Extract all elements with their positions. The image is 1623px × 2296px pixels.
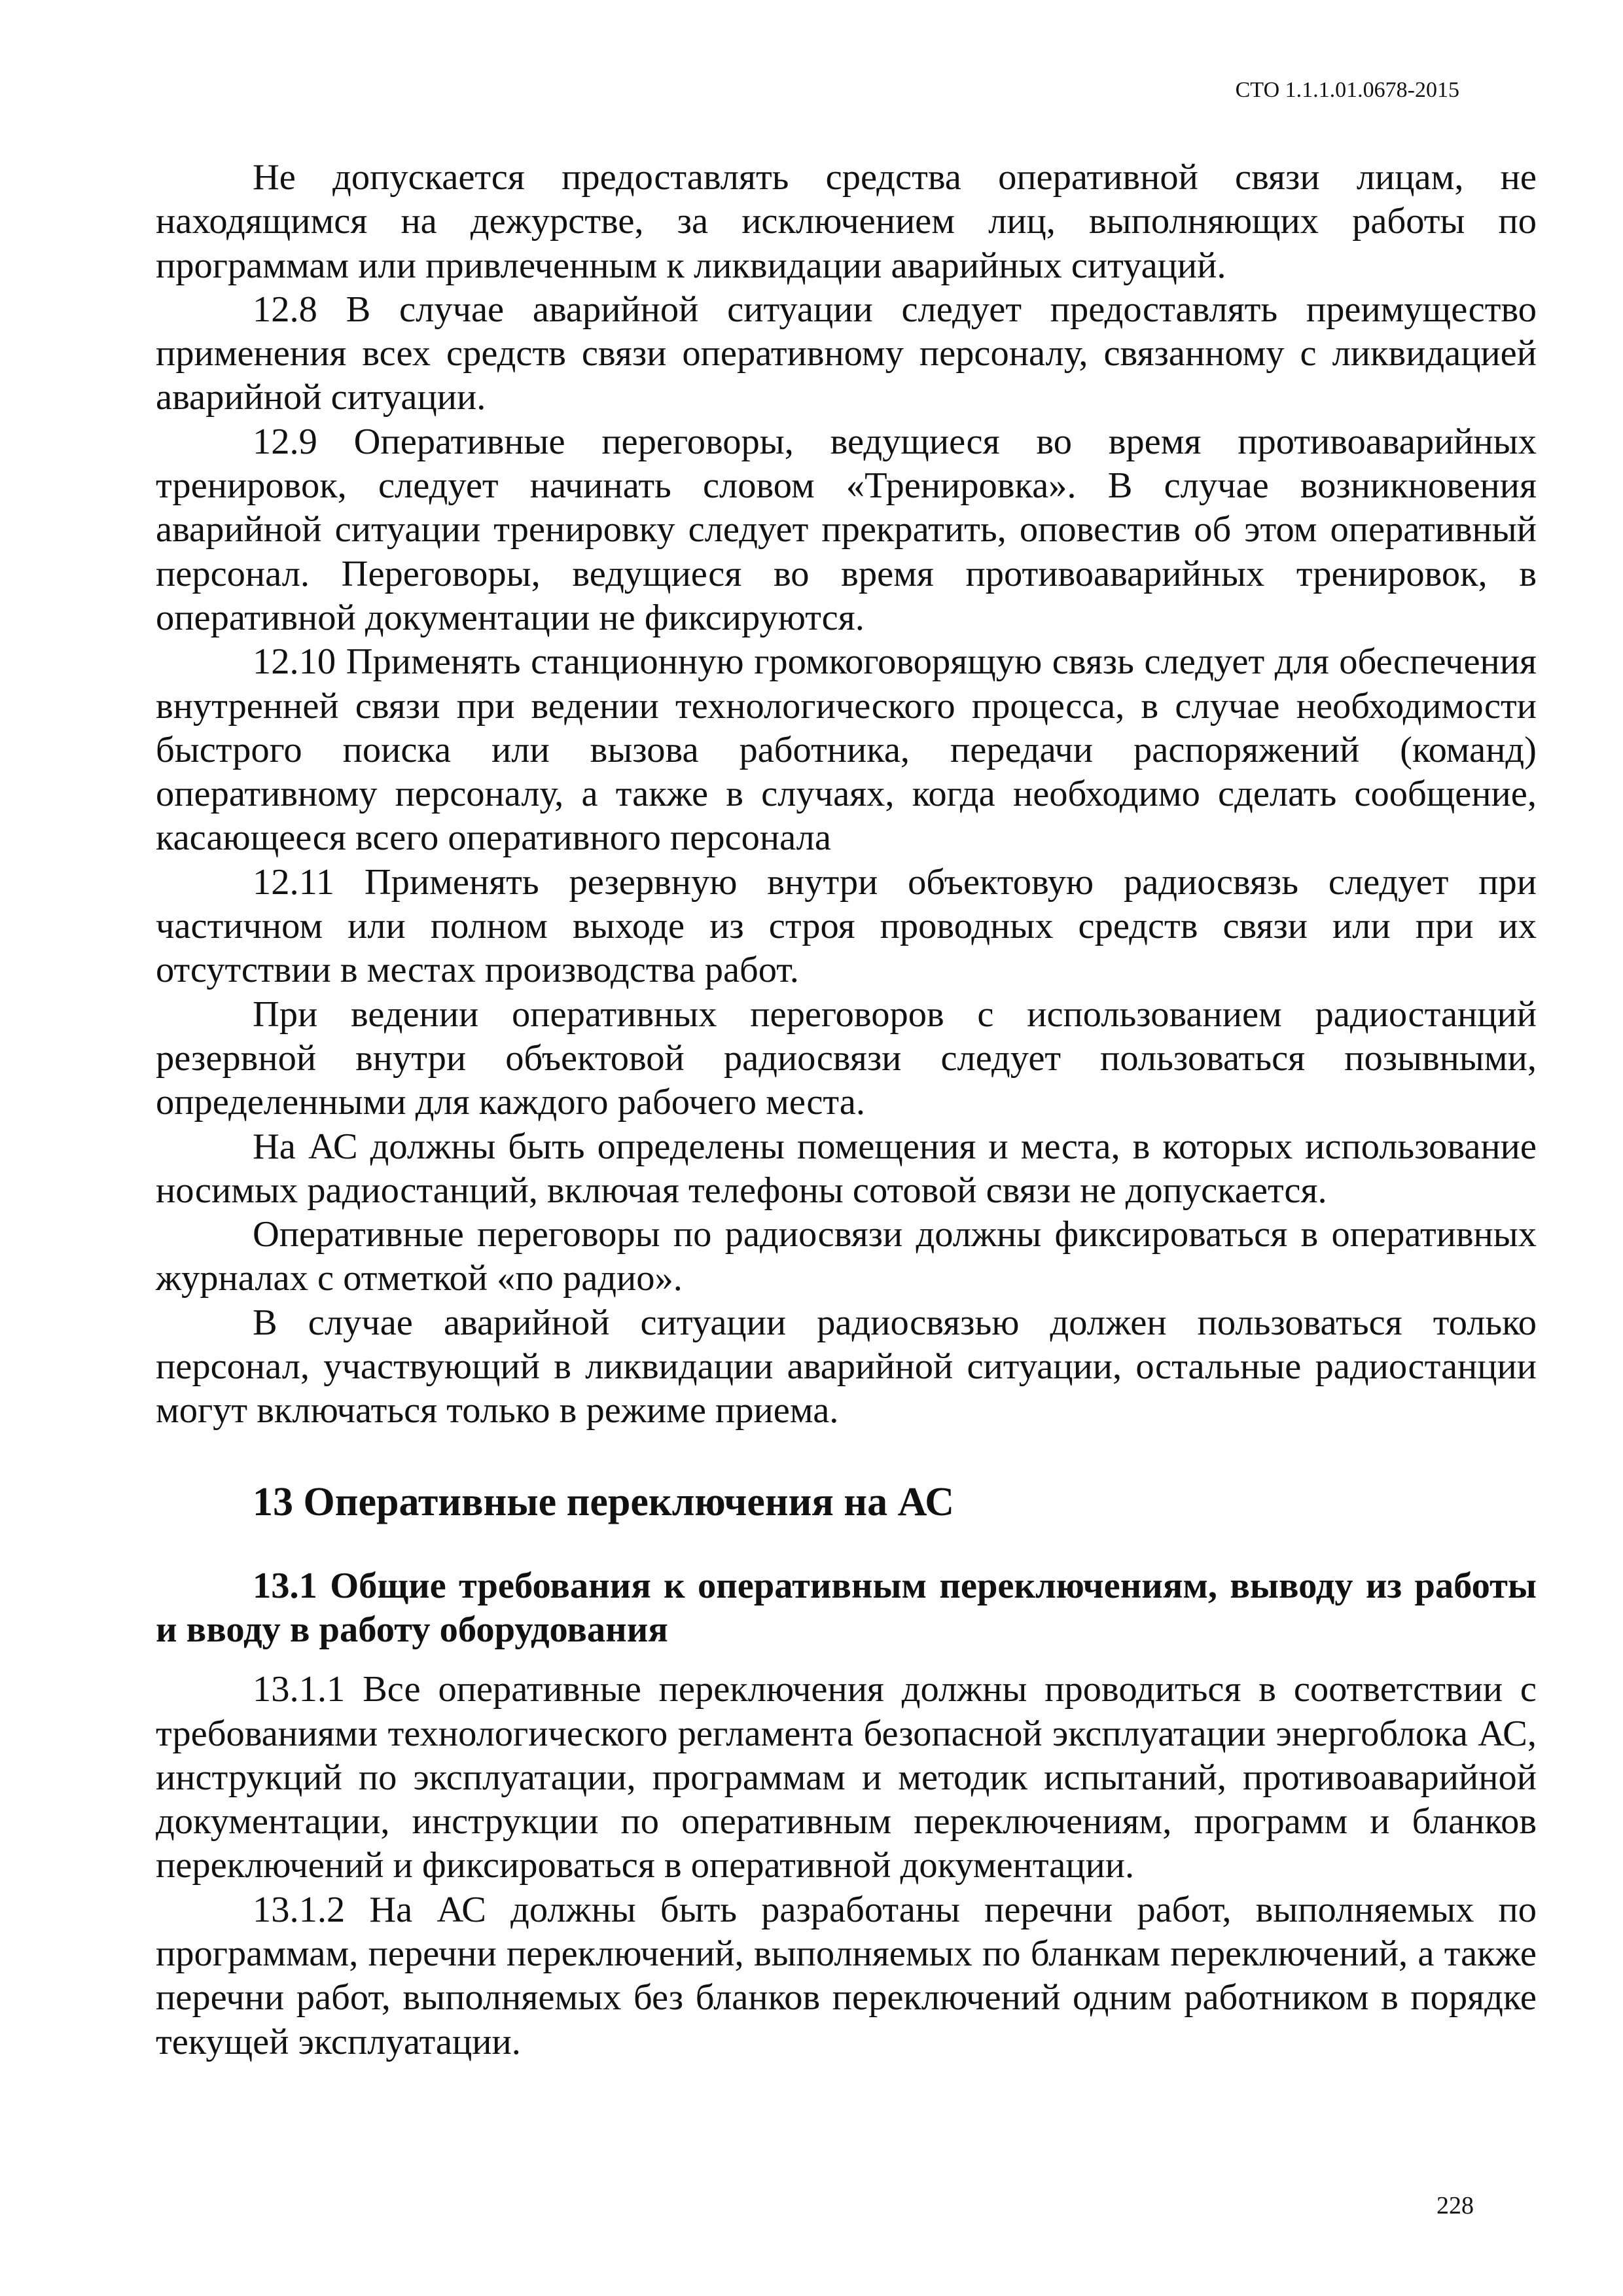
paragraph: Оперативные переговоры по радиосвязи должны фиксироваться в оперативных журналах с отметкой «по радио».	[156, 1214, 1537, 1299]
paragraph: Не допускается предоставлять средства оперативной связи лицам, не находящимся на дежурстве, за исключением лиц, выполняющих работы по программам или привлеченным к ликвидации аварийных ситуаций.	[156, 157, 1537, 286]
subsection-heading: 13.1 Общие требования к оперативным переключениям, выводу из работы и вводу в работу оборудования	[156, 1565, 1537, 1650]
paragraph-12-8: 12.8 В случае аварийной ситуации следует предоставлять преимущество применения всех средств связи оперативному персоналу, связанному с ликвидацией аварийной ситуации.	[156, 289, 1537, 418]
paragraph-12-10: 12.10 Применять станционную громкоговорящую связь следует для обеспечения внутренней связи при ведении технологического процесса, в случае необходимости быстрого поиска или вызова работника, передачи распоряжений (команд) оперативному персоналу, а также в случаях, когда необходимо сделать сообщение, касающееся всего оперативного персонала	[156, 641, 1537, 859]
paragraph-12-9: 12.9 Оперативные переговоры, ведущиеся во время противоаварийных тренировок, следует начинать словом «Тренировка». В случае возникновения аварийной ситуации тренировку следует прекратить, оповестив об этом оперативный персонал. Переговоры, ведущиеся во время противоаварийных тренировок, в оперативной документации не фиксируются.	[156, 421, 1537, 638]
paragraph: В случае аварийной ситуации радиосвязью должен пользоваться только персонал, участвующий в ликвидации аварийной ситуации, остальные радиостанции могут включаться только в режиме приема.	[156, 1302, 1537, 1431]
page-number: 228	[1436, 2192, 1474, 2219]
paragraph: При ведении оперативных переговоров с использованием радиостанций резервной внутри объектовой радиосвязи следует пользоваться позывными, определенными для каждого рабочего места.	[156, 994, 1537, 1123]
page-body	[156, 156, 1537, 2064]
paragraph-12-11: 12.11 Применять резервную внутри объектовую радиосвязь следует при частичном или полном выходе из строя проводных средств связи или при их отсутствии в местах производства работ.	[156, 861, 1537, 991]
paragraph: На АС должны быть определены помещения и места, в которых использование носимых радиостанций, включая телефоны сотовой связи не допускается.	[156, 1126, 1537, 1211]
document-code: СТО 1.1.1.01.0678-2015	[1235, 78, 1459, 102]
paragraph-13-1-1: 13.1.1 Все оперативные переключения должны проводиться в соответствии с требованиями технологического регламента безопасной эксплуатации энергоблока АС, инструкций по эксплуатации, программам и методик испытаний, противоаварийной документации, инструкции по оперативным переключениям, программ и бланков переключений и фиксироваться в оперативной документации.	[156, 1669, 1537, 1886]
paragraph-13-1-2: 13.1.2 На АС должны быть разработаны перечни работ, выполняемых по программам, перечни переключений, выполняемых по бланкам переключений, а также перечни работ, выполняемых без бланков переключений одним работником в порядке текущей эксплуатации.	[156, 1889, 1537, 2062]
section-heading: 13 Оперативные переключения на АС	[253, 1479, 955, 1524]
